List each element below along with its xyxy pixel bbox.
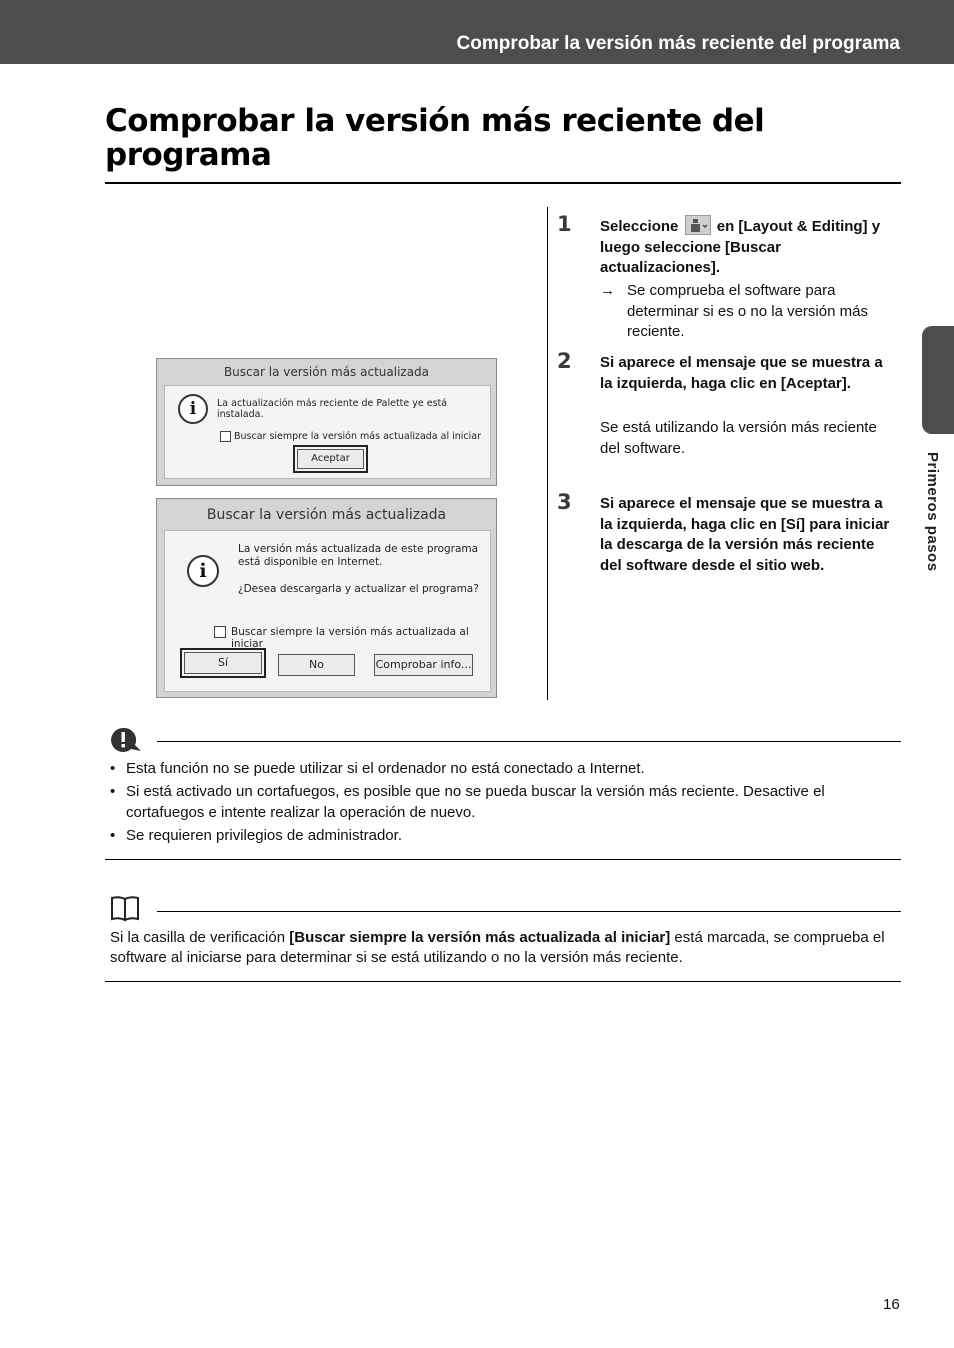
step-2-number: 2 (557, 349, 572, 373)
dialog-update-message-line2: está disponible en Internet. (238, 556, 383, 568)
memo-text-before: Si la casilla de verificación (110, 929, 290, 946)
comprobar-info-button[interactable]: Comprobar info... (374, 654, 473, 676)
dialog-up-to-date-message: La actualización más reciente de Palette ye está instalada. (217, 398, 448, 420)
memo-text-bold: [Buscar siempre la versión más actualizada al iniciar] (289, 929, 671, 946)
important-note-end-rule (105, 859, 901, 860)
important-note-rule (157, 741, 901, 742)
bullet-mark: • (110, 760, 116, 777)
side-tab-label: Primeros pasos (924, 452, 941, 572)
memo-text (110, 928, 900, 968)
bullet-mark: • (110, 783, 116, 800)
dialog-up-to-date-body (164, 385, 491, 479)
dialog-update-available (156, 498, 497, 698)
always-check-checkbox[interactable] (214, 626, 226, 638)
info-icon: i (187, 555, 219, 587)
no-button[interactable]: No (278, 654, 355, 676)
dialog-update-message-line1: La versión más actualizada de este programa (238, 543, 479, 555)
column-divider (547, 207, 548, 700)
bullet-mark: • (110, 827, 116, 844)
dialog-up-to-date-title: Buscar la versión más actualizada (223, 365, 430, 379)
important-item-1 (110, 758, 900, 779)
step-1-text-after: en [Layout & Editing] y luego seleccione [Buscar actualizaciones]. (600, 218, 881, 276)
page-number: 16 (883, 1296, 900, 1313)
header-bar (0, 0, 954, 64)
title-divider (105, 182, 901, 184)
step-1-result-text: Se comprueba el software para determinar si es o no la versión más reciente. (627, 282, 868, 340)
step-3-instruction: Si aparece el mensaje que se muestra a la izquierda, haga clic en [Sí] para iniciar la descarga de la versión más reciente del software desde el sitio web. (600, 495, 890, 574)
si-button[interactable]: Sí (184, 652, 262, 674)
dialog-update-question: ¿Desea descargarla y actualizar el programa? (238, 583, 479, 595)
important-item-2 (110, 781, 900, 823)
aceptar-button[interactable]: Aceptar (297, 449, 364, 469)
important-item-3-text: Se requieren privilegios de administrador. (126, 827, 402, 844)
memo-note-rule (157, 911, 901, 912)
step-2-result: Se está utilizando la versión más reciente del software. (600, 419, 877, 457)
check-updates-tool-icon (685, 215, 711, 235)
always-check-label: Buscar siempre la versión más actualizada al iniciar (231, 626, 469, 650)
step-3-number: 3 (557, 490, 572, 514)
step-1-number: 1 (557, 212, 572, 236)
important-item-3 (110, 825, 900, 846)
dialog-up-to-date (156, 358, 497, 486)
dialog-update-available-title: Buscar la versión más actualizada (206, 507, 447, 523)
side-tab-marker (922, 326, 954, 434)
step-1-text-before: Seleccione (600, 218, 679, 235)
arrow-icon: → (600, 282, 615, 299)
step-1-instruction (600, 215, 892, 279)
dialog-update-available-body (164, 530, 491, 692)
memo-text-after: está marcada, se comprueba el software al iniciarse para determinar si se está utilizando o no la versión más reciente. (110, 929, 885, 966)
step-1-result (600, 281, 892, 343)
header-section-title: Comprobar la versión más reciente del programa (456, 33, 900, 54)
step-2-instruction: Si aparece el mensaje que se muestra a la izquierda, haga clic en [Aceptar]. (600, 354, 883, 392)
important-item-2-text: Si está activado un cortafuegos, es posible que no se pueda buscar la versión más reciente. Desactive el cortafuegos e intente realizar la operación de nuevo. (126, 783, 825, 821)
always-check-label: Buscar siempre la versión más actualizada al iniciar (234, 431, 482, 442)
memo-note-end-rule (105, 981, 901, 982)
page-title: Comprobar la versión más reciente del programa (105, 103, 765, 173)
info-icon: i (178, 394, 208, 424)
important-item-1-text: Esta función no se puede utilizar si el ordenador no está conectado a Internet. (126, 760, 645, 777)
memo-book-icon (109, 895, 143, 923)
important-icon (109, 727, 145, 753)
always-check-checkbox[interactable] (220, 431, 231, 442)
